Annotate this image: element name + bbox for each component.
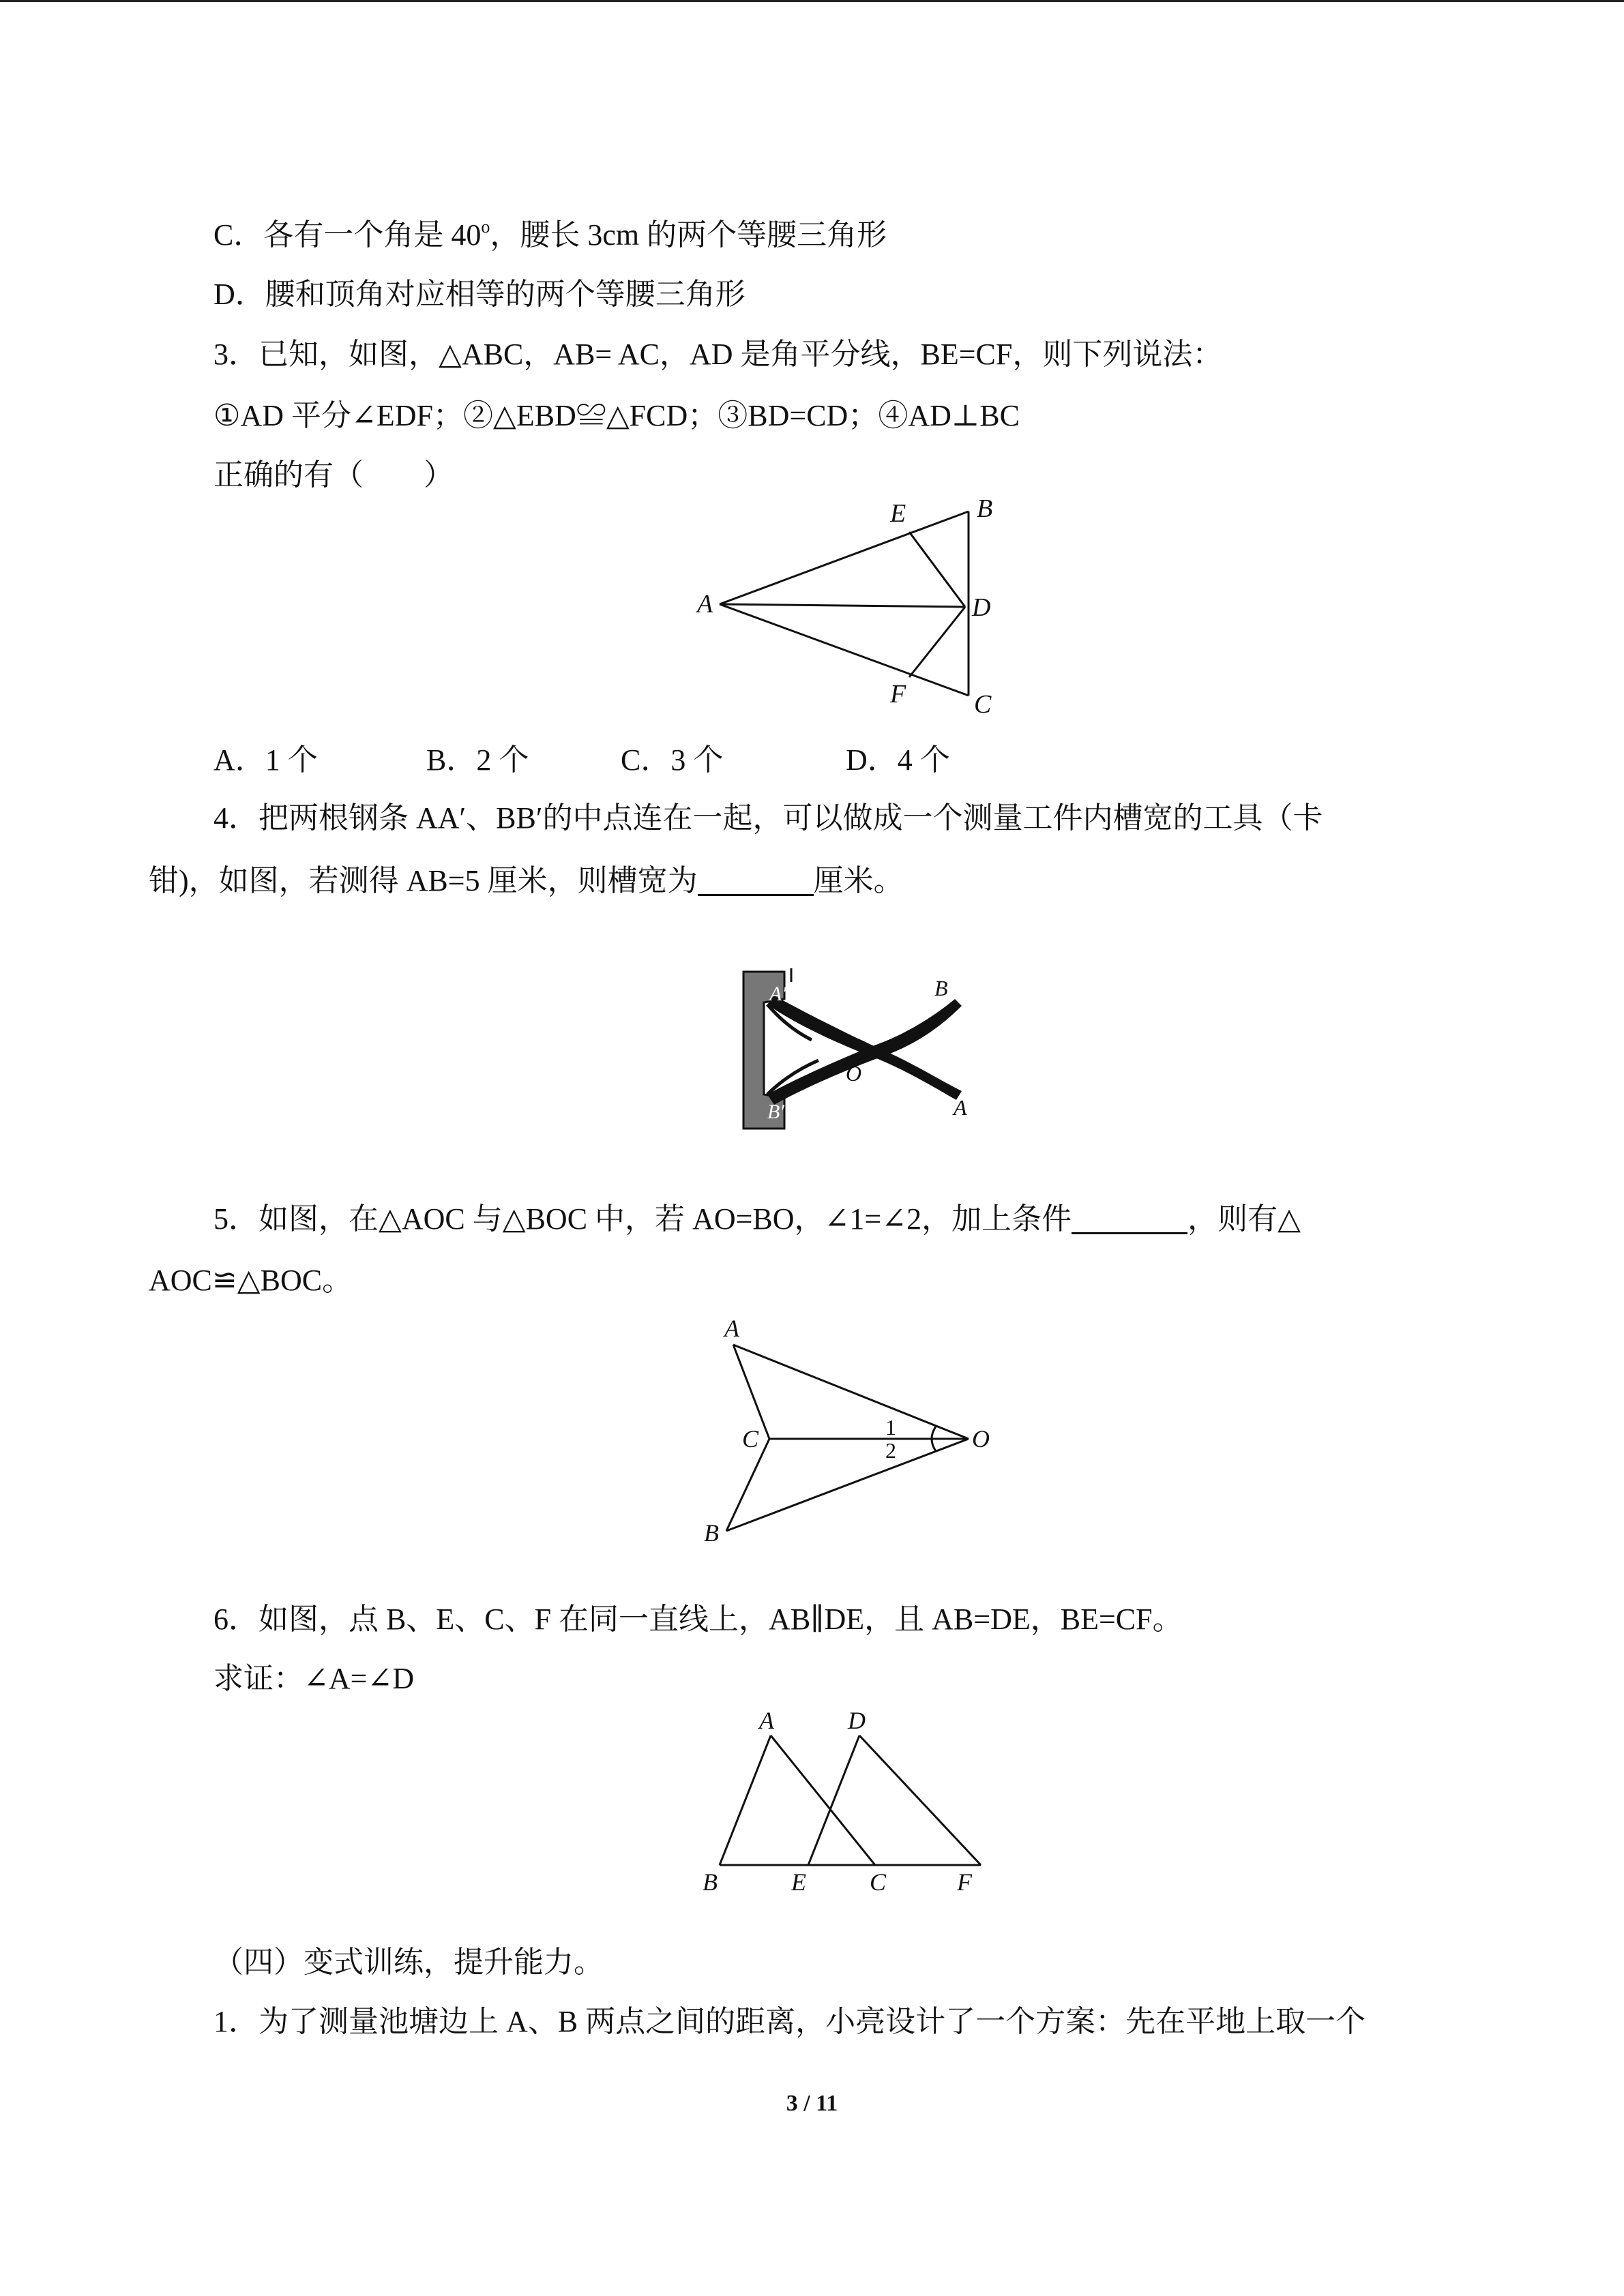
question-4-line2: 钳)，如图，若测得 AB=5 厘米，则槽宽为 厘米。 [149,864,904,897]
option-b: B．2 个 [426,743,529,777]
label-a: A [724,1315,739,1342]
question-5-line2: AOC≌△BOC。 [149,1264,353,1297]
label-b: B [934,976,948,1000]
section-heading: （四）变式训练，提升能力。 [213,1945,604,1979]
question-6-line1: 6．如图，点 B、E、C、F 在同一直线上，AB∥DE，且 AB=DE，BE=CF。 [213,1602,1183,1636]
question-3-statements: ①AD 平分∠EDF；②△EBD≌△FCD；③BD=CD；④AD⊥BC [213,399,1020,432]
label-f: F [890,680,906,709]
label-d: D [848,1707,866,1734]
top-border [0,0,1624,2]
label-c: C [974,690,992,719]
label-c: C [870,1868,887,1896]
label-e: E [890,499,906,528]
question-5-line1: 5．如图，在△AOC 与△BOC 中，若 AO=BO，∠1=∠2，加上条件 ，则有△ [213,1202,1301,1236]
answer-blank-q5[interactable] [1072,1205,1187,1234]
figure-caliper [737,965,982,1135]
label-b: B [703,1868,718,1896]
label-a: A [759,1707,774,1734]
answer-blank[interactable] [698,867,814,896]
question-4-line1: 4．把两根钢条 AA′、BB′的中点连在一起，可以做成一个测量工件内槽宽的工具（卡 [213,801,1323,835]
label-b-prime: B′ [767,1101,784,1123]
page-number: 3 / 11 [786,2091,838,2116]
label-c: C [742,1425,759,1452]
label-f: F [957,1868,972,1896]
option-a: A．1 个 [213,743,318,777]
label-a: A [954,1095,967,1120]
label-a-prime: A′ [769,983,786,1005]
label-d: D [972,593,991,622]
figure-aoc-boc [696,1309,996,1548]
text-line-option-c: C．各有一个角是 40$^o$，腰长 3cm 的两个等腰三角形 [213,217,887,252]
text-line-option-d: D．腰和顶角对应相等的两个等腰三角形 [213,278,745,311]
label-o: O [972,1425,990,1452]
question-6-line2: 求证：∠A=∠D [213,1662,415,1695]
question-3-text: 3．已知，如图，△ABC，AB= AC，AD 是角平分线，BE=CF，则下列说法： [213,338,1223,371]
figure-triangles-abc-def [692,1705,999,1903]
label-b: B [977,494,993,523]
label-angle-2: 2 [885,1438,896,1463]
label-a: A [697,590,713,618]
option-d: D．4 个 [846,743,950,777]
option-c: C．3 个 [621,743,724,777]
label-e: E [791,1868,806,1896]
question-3-prompt: 正确的有（ ） [213,458,454,492]
label-angle-1: 1 [885,1415,896,1440]
figure-triangle-abd [682,488,1023,723]
label-o: O [846,1061,862,1086]
question-last-line1: 1．为了测量池塘边上 A、B 两点之间的距离，小亮设计了一个方案：先在平地上取一个 [213,2005,1366,2038]
label-b: B [704,1519,719,1547]
